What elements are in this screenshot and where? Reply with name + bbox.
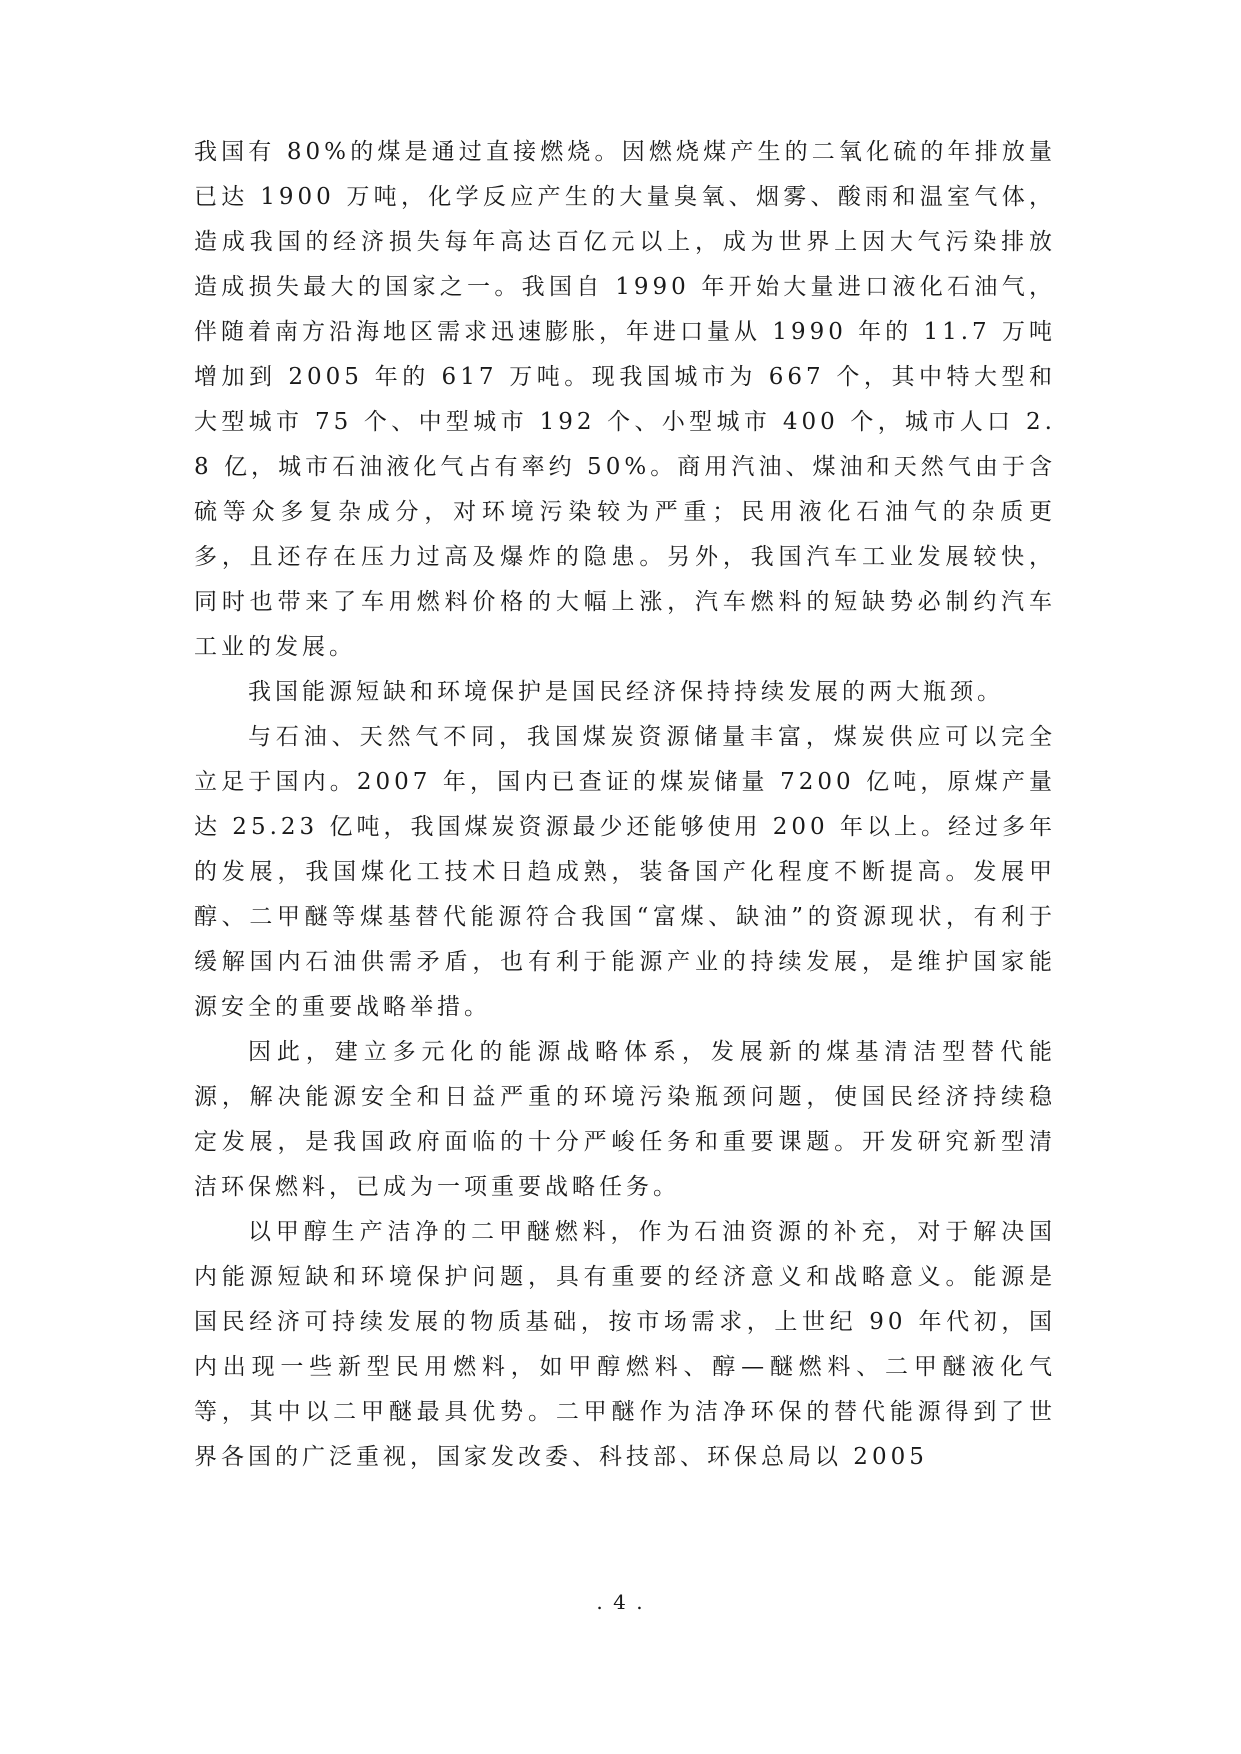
paragraph-5: 以甲醇生产洁净的二甲醚燃料，作为石油资源的补充，对于解决国内能源短缺和环境保护问题，具有重要的经济意义和战略意义。能源是国民经济可持续发展的物质基础，按市场需求，上世纪 90 年代初，国内出现一些新型民用燃料，如甲醇燃料、醇—醚燃料、二甲醚液化气等，其中以二甲醚最具优势。二甲醚作为洁净环保的替代能源得到了世界各国的广泛重视，国家发改委、科技部、环保总局以 2005	[194, 1219, 1056, 1470]
paragraph-4: 因此，建立多元化的能源战略体系，发展新的煤基清洁型替代能源，解决能源安全和日益严重的环境污染瓶颈问题，使国民经济持续稳定发展，是我国政府面临的十分严峻任务和重要课题。开发研究新型清洁环保燃料，已成为一项重要战略任务。	[194, 1039, 1056, 1200]
paragraph-1: 我国有 80%的煤是通过直接燃烧。因燃烧煤产生的二氧化硫的年排放量已达 1900 万吨，化学反应产生的大量臭氧、烟雾、酸雨和温室气体，造成我国的经济损失每年高达百亿元以上，成为世界上因大气污染排放造成损失最大的国家之一。我国自 1990 年开始大量进口液化石油气，伴随着南方沿海地区需求迅速膨胀，年进口量从 1990 年的 11.7 万吨增加到 2005 年的 617 万吨。现我国城市为 667 个，其中特大型和大型城市 75 个、中型城市 192 个、小型城市 400 个，城市人口 2.8 亿，城市石油液化气占有率约 50%。商用汽油、煤油和天然气由于含硫等众多复杂成分，对环境污染较为严重；民用液化石油气的杂质更多，且还存在压力过高及爆炸的隐患。另外，我国汽车工业发展较快，同时也带来了车用燃料价格的大幅上涨，汽车燃料的短缺势必制约汽车工业的发展。	[194, 139, 1056, 660]
paragraph-2: 我国能源短缺和环境保护是国民经济保持持续发展的两大瓶颈。	[248, 679, 1004, 705]
page-number: . 4 .	[596, 1590, 645, 1614]
document-body	[194, 130, 1056, 1480]
paragraph-3: 与石油、天然气不同，我国煤炭资源储量丰富，煤炭供应可以完全立足于国内。2007 年，国内已查证的煤炭储量 7200 亿吨，原煤产量达 25.23 亿吨，我国煤炭资源最少还能够使用 200 年以上。经过多年的发展，我国煤化工技术日趋成熟，装备国产化程度不断提高。发展甲醇、二甲醚等煤基替代能源符合我国“富煤、缺油”的资源现状，有利于缓解国内石油供需矛盾，也有利于能源产业的持续发展，是维护国家能源安全的重要战略举措。	[194, 724, 1056, 1020]
